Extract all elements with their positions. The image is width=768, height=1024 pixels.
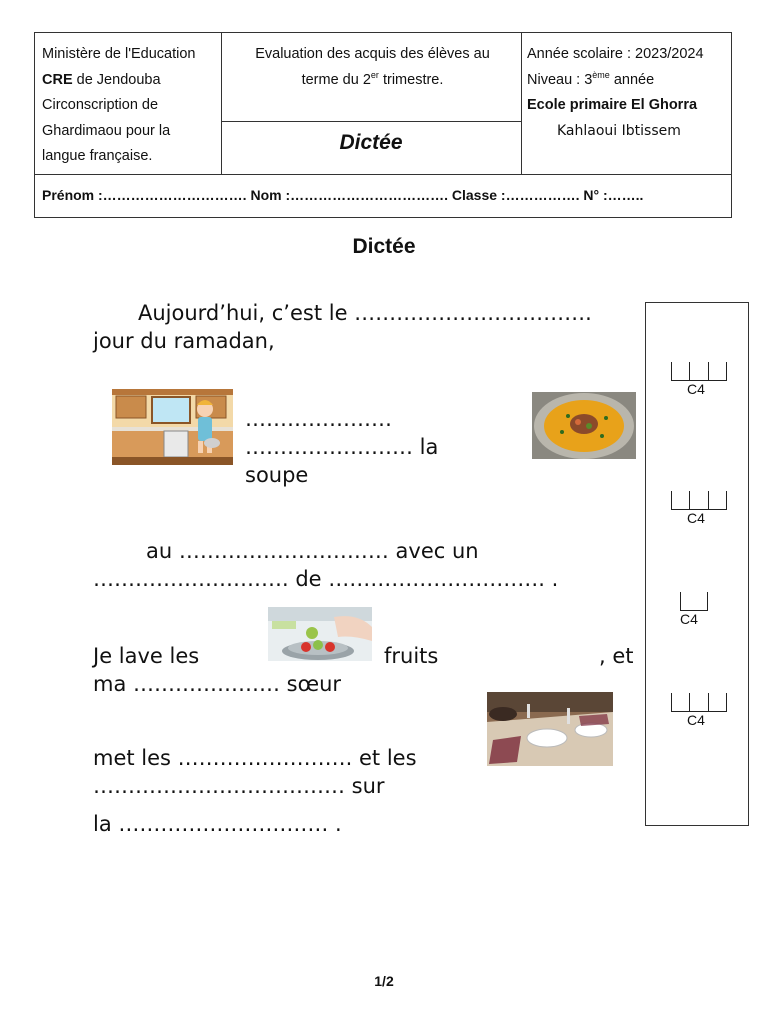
cre-place: de Jendouba bbox=[72, 71, 161, 88]
eval-sup: er bbox=[370, 69, 379, 80]
score-cell[interactable] bbox=[689, 362, 707, 380]
score-cell[interactable] bbox=[671, 491, 689, 509]
score-cell[interactable] bbox=[708, 491, 727, 509]
ministry-line: Ministère de l'Education bbox=[42, 46, 196, 62]
divider bbox=[521, 33, 522, 175]
exam-title: Dictée bbox=[339, 131, 403, 154]
score-boxes[interactable] bbox=[671, 693, 727, 712]
level-text: Niveau : 3 bbox=[527, 71, 593, 88]
score-cell[interactable] bbox=[689, 693, 707, 711]
page-number: 1/2 bbox=[374, 973, 394, 989]
eval-term: terme du 2 bbox=[301, 71, 371, 88]
school-year: Année scolaire : 2023/2024 bbox=[527, 46, 704, 62]
score-label: C4 bbox=[687, 381, 705, 397]
cre-label: CRE bbox=[42, 71, 73, 88]
level-sup: ème bbox=[592, 69, 610, 80]
score-field[interactable] bbox=[680, 592, 708, 627]
score-cell[interactable] bbox=[671, 693, 689, 711]
text-line: soupe bbox=[245, 463, 309, 487]
student-id-row[interactable]: Prénom :…………………………. Nom :……………………………. Classe :……………. N° :…….. bbox=[42, 187, 644, 203]
evaluation-line: Evaluation des acquis des élèves au bbox=[255, 46, 490, 62]
washing-fruits-image bbox=[268, 607, 372, 661]
text-line: ………………… bbox=[245, 407, 392, 431]
score-field[interactable] bbox=[671, 362, 727, 397]
text-line: …………………… la bbox=[245, 435, 439, 459]
level bbox=[527, 68, 727, 94]
score-cell[interactable] bbox=[708, 693, 727, 711]
score-cell[interactable] bbox=[708, 362, 727, 380]
text-line: ma ………………… sœur bbox=[93, 672, 342, 696]
ministry-block bbox=[42, 42, 217, 170]
score-boxes[interactable] bbox=[671, 491, 727, 510]
score-field[interactable] bbox=[671, 693, 727, 728]
score-label: C4 bbox=[680, 611, 698, 627]
text-line: jour du ramadan, bbox=[93, 329, 275, 353]
text-line: , et bbox=[599, 644, 634, 668]
text-line: au ………………………… avec un bbox=[146, 539, 479, 563]
eval-term-post: trimestre. bbox=[378, 71, 444, 88]
text-line: met les ……………………. et les bbox=[93, 746, 417, 770]
text-line: Je lave les bbox=[93, 644, 200, 668]
text-line: Aujourd’hui, c’est le ……………………………. bbox=[138, 301, 592, 325]
evaluation-line bbox=[225, 68, 520, 94]
evaluation-block bbox=[225, 42, 520, 93]
ministry-line: Ghardimaou pour la bbox=[42, 122, 171, 139]
ministry-line bbox=[42, 68, 217, 94]
score-label: C4 bbox=[687, 510, 705, 526]
score-cell[interactable] bbox=[689, 491, 707, 509]
school-name: Ecole primaire El Ghorra bbox=[527, 97, 698, 113]
cooking-girl-image bbox=[112, 389, 233, 465]
school-block bbox=[527, 42, 727, 144]
teacher-name: Kahlaoui Ibtissem bbox=[557, 122, 681, 139]
score-label: C4 bbox=[687, 712, 705, 728]
ministry-line: Circonscription de bbox=[42, 97, 159, 113]
score-cell[interactable] bbox=[680, 592, 708, 610]
divider bbox=[221, 121, 521, 122]
set-table-image bbox=[487, 692, 613, 766]
soup-bowl-image bbox=[532, 392, 636, 459]
header-table bbox=[34, 32, 732, 218]
text-line: fruits bbox=[384, 644, 439, 668]
score-boxes[interactable] bbox=[671, 362, 727, 381]
page-heading: Dictée bbox=[352, 235, 416, 258]
text-line: ………………………. de …………………………. . bbox=[93, 567, 559, 591]
level-post: année bbox=[609, 71, 655, 88]
ministry-line: langue française. bbox=[42, 148, 153, 164]
text-line: la ………………………… . bbox=[93, 812, 342, 836]
score-cell[interactable] bbox=[671, 362, 689, 380]
score-field[interactable] bbox=[671, 491, 727, 526]
score-boxes[interactable] bbox=[680, 592, 708, 611]
text-line: ……………………………… sur bbox=[93, 774, 385, 798]
divider bbox=[35, 174, 731, 175]
